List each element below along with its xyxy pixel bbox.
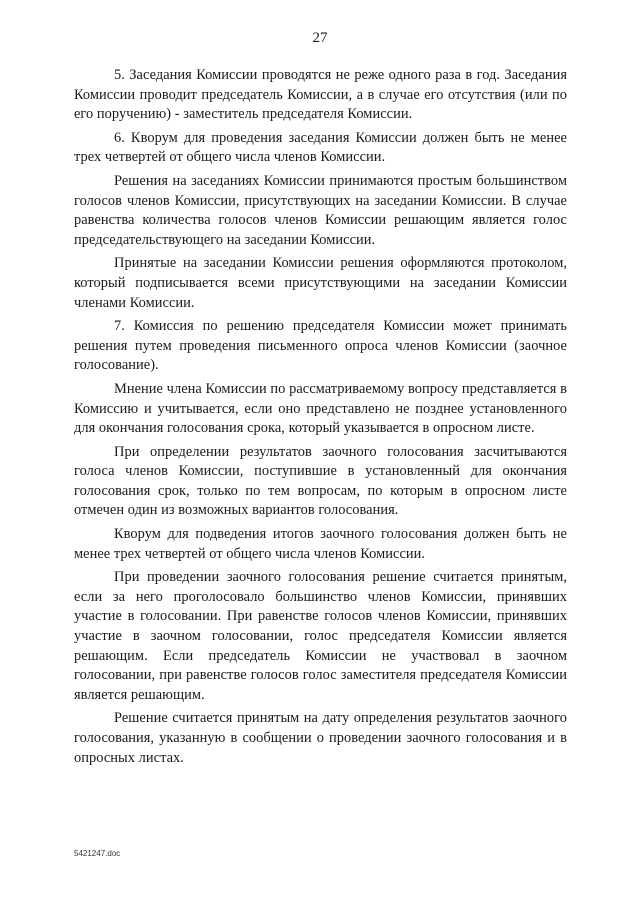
paragraph-decision-date: Решение считается принятым на дату определения результатов заочного голосования, указанную в сообщении о проведении заочного голосования и в опросных листах.: [74, 710, 567, 766]
paragraph-6-quorum: 6. Кворум для проведения заседания Комиссии должен быть не менее трех четвертей от общего числа членов Комиссии.: [74, 129, 567, 166]
page-number: 27: [312, 30, 328, 46]
paragraph-absentee-decision: При проведении заочного голосования решение считается принятым, если за него проголосовало большинство членов Комиссии, принявших участие в голосовании. При равенстве голосов членов Комиссии, принявших участие в заочном голосовании, голос председателя Комиссии является решающим. Если председатель Комиссии не участвовал в заочном голосовании, при равенстве голосов голос заместителя председателя Комиссии является решающим.: [74, 569, 567, 703]
paragraph-vote-counting: При определении результатов заочного голосования засчитываются голоса членов Комиссии, поступившие в установленный для окончания голосования срок, только по тем вопросам, по которым в опросном листе отмечен один из возможных вариантов голосования.: [74, 443, 567, 519]
paragraph-7-absentee-voting: 7. Комиссия по решению председателя Комиссии может принимать решения путем проведения письменного опроса членов Комиссии (заочное голосование).: [74, 318, 567, 374]
paragraph-decisions-majority: Решения на заседаниях Комиссии принимаются простым большинством голосов членов Комиссии, присутствующих на заседании Комиссии. В случае равенства количества голосов членов Комиссии решающим является голос председательствующего на заседании Комиссии.: [74, 172, 567, 248]
file-name-footer: 5421247.doc: [74, 849, 121, 858]
document-body: [74, 66, 567, 772]
paragraph-decisions-protocol: Принятые на заседании Комиссии решения оформляются протоколом, который подписывается всеми присутствующими на заседании Комиссии членами Комиссии.: [74, 255, 567, 311]
paragraph-5-meetings: 5. Заседания Комиссии проводятся не реже одного раза в год. Заседания Комиссии проводит председатель Комиссии, а в случае его отсутствия (или по его поручению) - заместитель председателя Комиссии.: [74, 67, 567, 123]
paragraph-absentee-quorum: Кворум для подведения итогов заочного голосования должен быть не менее трех четвертей от общего числа членов Комиссии.: [74, 526, 567, 562]
paragraph-member-opinion: Мнение члена Комиссии по рассматриваемому вопросу представляется в Комиссию и учитывается, если оно представлено не позднее установленного для окончания голосования срока, который указывается в опросном листе.: [74, 380, 567, 437]
